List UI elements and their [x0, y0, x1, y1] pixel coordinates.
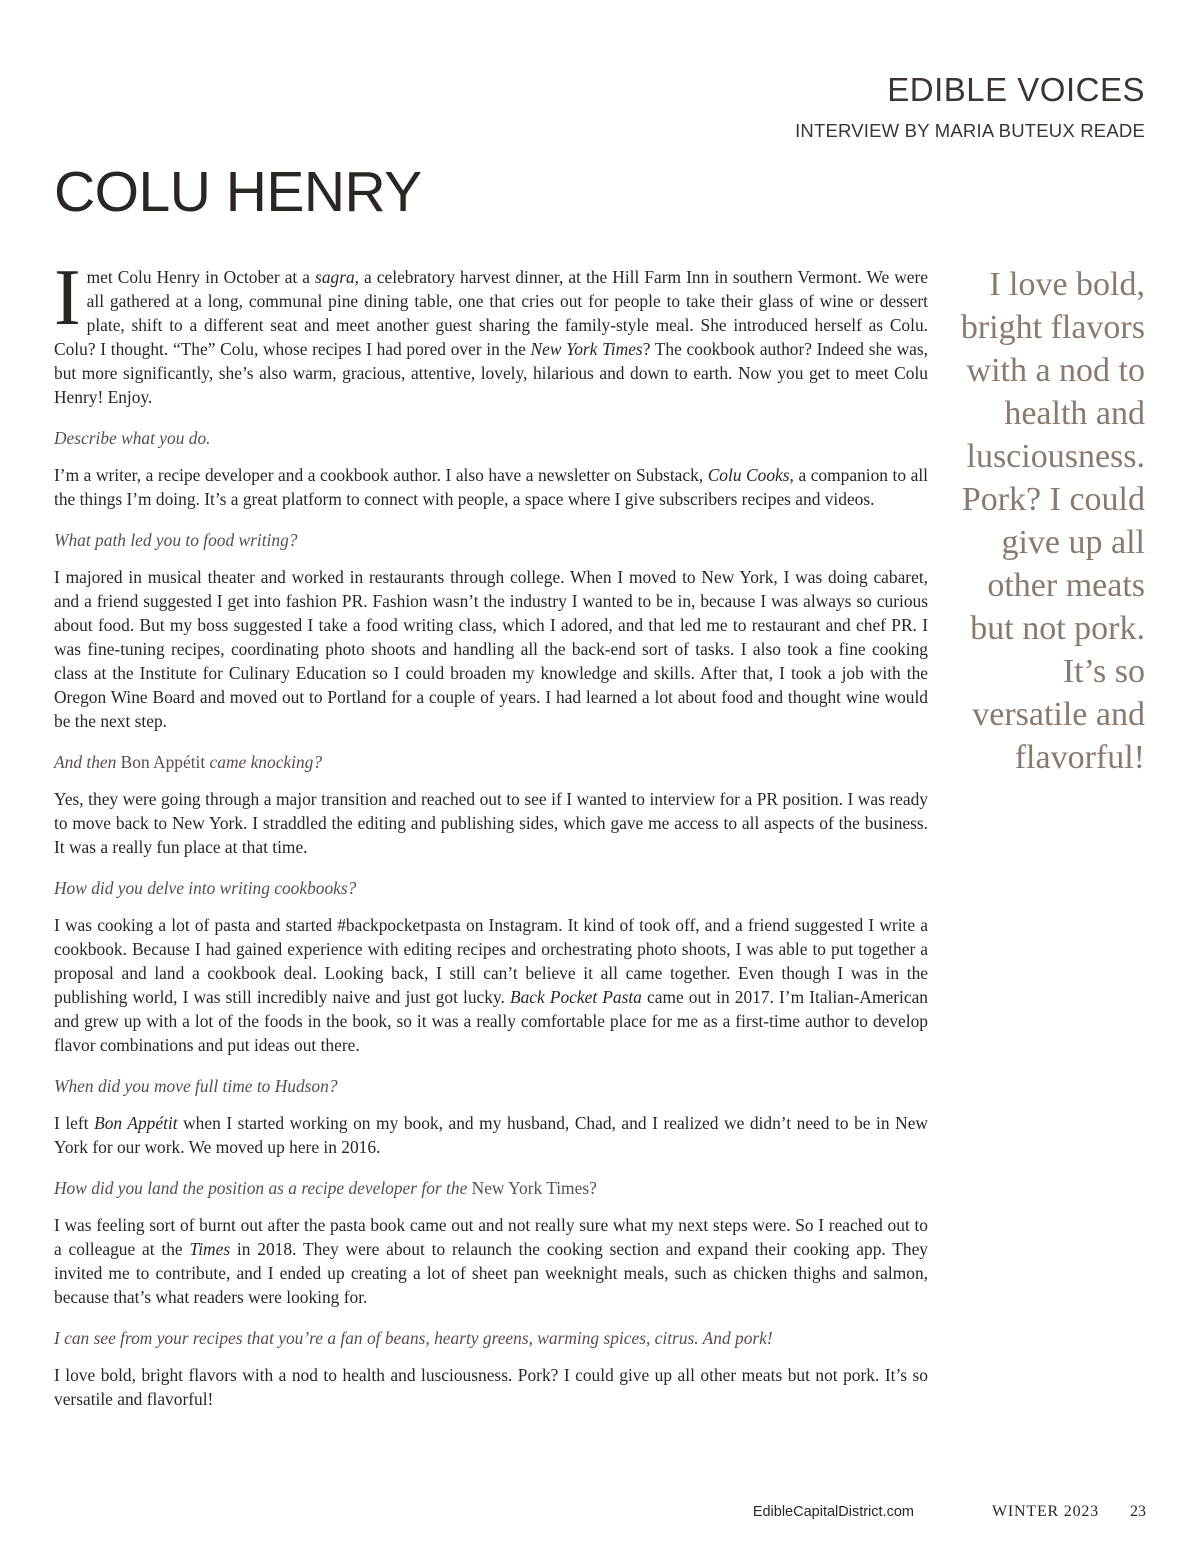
question-7: I can see from your recipes that you’re a fan of beans, hearty greens, warming spices, citrus. And pork!	[54, 1328, 773, 1348]
answer-5	[54, 1111, 928, 1159]
answer-6-italic: Times	[189, 1239, 231, 1259]
page-footer	[753, 1503, 1146, 1521]
website-url: EdibleCapitalDistrict.com	[752, 1504, 914, 1520]
answer-4-text-2: came out in 2017. I’m Italian-American and grew up with a lot of the foods in the book, so it was a really comfortable place for me as a first-time author to develop flavor combinations and put ideas out there.	[54, 987, 928, 1055]
answer-5-text-2: when I started working on my book, and my husband, Chad, and I realized we didn’t need to be in New York for our work. We moved up here in 2016.	[54, 1113, 928, 1157]
intro-text-1: met Colu Henry in October at a	[86, 267, 316, 287]
question-5: When did you move full time to Hudson?	[54, 1076, 338, 1096]
question-3-text-1: And then	[54, 752, 121, 772]
answer-6	[54, 1213, 928, 1309]
byline: INTERVIEW BY MARIA BUTEUX READE	[795, 120, 1145, 141]
answer-7: I love bold, bright flavors with a nod to health and lusciousness. Pork? I could give up all other meats but not pork. It’s so versatile and flavorful!	[54, 1365, 928, 1409]
intro-italic-2: New York Times	[530, 339, 643, 359]
answer-4-italic: Back Pocket Pasta	[509, 987, 642, 1007]
answer-4-text-1: I was cooking a lot of pasta and started #backpocketpasta on Instagram. It kind of took off, and a friend suggested I write a cookbook. Because I had gained experience with editing recipes and orchestrating photo shoots, I was able to put together a proposal and land a cookbook deal. Looking back, I still can’t believe it all came together. Even though I was in the publishing world, I was still incredibly naive and just got lucky.	[54, 915, 928, 1007]
answer-1	[54, 463, 928, 511]
answer-5-text-1: I left	[54, 1113, 95, 1133]
question-2: What path led you to food writing?	[54, 530, 298, 550]
answer-6-text-2: in 2018. They were about to relaunch the cooking section and expand their cooking app. They invited me to contribute, and I ended up creating a lot of sheet pan weeknight meals, such as chicken thighs and salmon, because that’s what readers were looking for.	[54, 1239, 929, 1307]
pull-quote: I love bold, bright flavors with a nod to health and lusciousness. Pork? I could give up all other meats but not pork. It’s so versatile and flavorful!	[960, 266, 1145, 776]
section-label: EDIBLE VOICES	[887, 71, 1145, 108]
answer-1-text-2: , a companion to all the things I’m doing. It’s a great platform to connect with people, a space where I give subscribers recipes and videos.	[54, 465, 928, 509]
question-3-text-2: came knocking?	[205, 752, 323, 772]
question-3-roman: Bon Appétit	[120, 752, 206, 772]
drop-cap: I	[54, 254, 81, 342]
question-1: Describe what you do.	[54, 428, 211, 448]
intro-italic-1: sagra	[315, 267, 355, 287]
article-title: COLU HENRY	[54, 160, 422, 224]
page-header	[795, 70, 1145, 143]
page-number: 23	[1130, 1503, 1146, 1520]
answer-1-italic: Colu Cooks	[707, 465, 790, 485]
intro-text-2: , a celebratory harvest dinner, at the Hill Farm Inn in southern Vermont. We were all gathered at a long, communal pine dining table, one that cries out for people to take their glass of wine or dessert plate, shift to a different seat and meet another guest sharing the family-style meal. She introduced herself as Colu. Colu? I thought. “The” Colu, whose recipes I had pored over in the	[54, 267, 928, 359]
intro-paragraph	[54, 254, 928, 409]
intro-text-3: ? The cookbook author? Indeed she was, but more significantly, she’s also warm, gracious, attentive, lovely, hilarious and down to earth. Now you get to meet Colu Henry! Enjoy.	[54, 339, 928, 407]
answer-1-text-1: I’m a writer, a recipe developer and a cookbook author. I also have a newsletter on Substack,	[54, 465, 708, 485]
question-3	[54, 750, 928, 774]
answer-3: Yes, they were going through a major transition and reached out to see if I wanted to interview for a PR position. I was ready to move back to New York. I straddled the editing and publishing sides, which gave me access to all aspects of the business. It was a really fun place at that time.	[54, 789, 928, 857]
question-6	[54, 1176, 928, 1200]
question-6-text-1: How did you land the position as a recipe developer for the	[54, 1178, 472, 1198]
article-body	[54, 254, 929, 1428]
issue-label: WINTER 2023	[991, 1503, 1099, 1520]
question-6-roman: New York Times?	[471, 1178, 597, 1198]
answer-5-italic: Bon Appétit	[94, 1113, 178, 1133]
answer-2: I majored in musical theater and worked in restaurants through college. When I moved to New York, I was doing cabaret, and a friend suggested I get into fashion PR. Fashion wasn’t the industry I wanted to be in, because I was always so curious about food. But my boss suggested I take a food writing class, which I adored, and that led me to restaurant and chef PR. I was fine-tuning recipes, coordinating photo shoots and handling all the back-end sort of tasks. I also took a fine cooking class at the Institute for Culinary Education so I could broaden my knowledge and skills. After that, I took a job with the Oregon Wine Board and moved out to Portland for a couple of years. I had learned a lot about food and thought wine would be the next step.	[54, 567, 928, 731]
answer-4	[54, 913, 928, 1057]
question-4: How did you delve into writing cookbooks?	[54, 878, 357, 898]
answer-6-text-1: I was feeling sort of burnt out after the pasta book came out and not really sure what my next steps were. So I reached out to a colleague at the	[54, 1215, 928, 1259]
